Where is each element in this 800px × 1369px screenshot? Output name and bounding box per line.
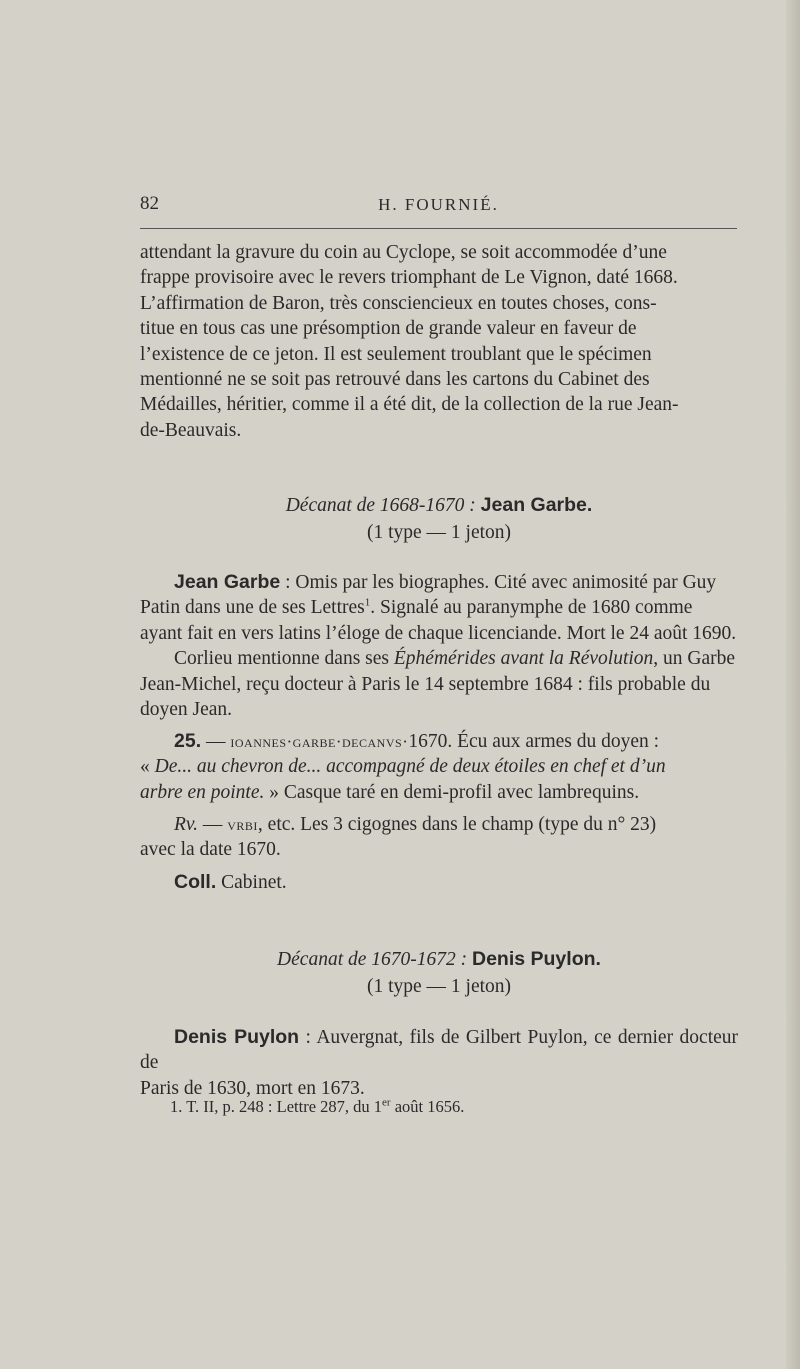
text-span: —: [198, 814, 228, 835]
running-head: [140, 193, 737, 223]
section-heading-1: [140, 494, 738, 517]
text-line: [140, 595, 738, 620]
paragraph-continuation: [140, 240, 738, 443]
bio-name: Denis Puylon: [174, 1026, 300, 1048]
text-line: frappe provisoire avec le revers triomphant de Le Vignon, daté 1668.: [140, 267, 678, 289]
dean-name: Jean Garbe.: [480, 494, 593, 516]
biography-garbe: [140, 570, 738, 722]
text-line: l’existence de ce jeton. Il est seulement troublant que le spécimen: [140, 343, 652, 365]
reverse-description: [140, 812, 738, 863]
footnote-sup: er: [382, 1096, 391, 1109]
collection-label: Coll.: [174, 871, 217, 893]
section-heading-2: [140, 948, 738, 971]
text-span: : Auvergnat, fils de Gilbert Puylon, ce dernier docteur de: [140, 1027, 739, 1074]
text-line: attendant la gravure du coin au Cyclope, se soit accommodée d’une: [140, 242, 667, 263]
biography-puylon: [140, 1025, 738, 1101]
book-title: Éphémérides avant la Révolution: [393, 648, 654, 670]
text-span: : Omis par les biographes. Cité avec animosité par Guy: [280, 572, 717, 593]
text-line: doyen Jean.: [140, 699, 233, 721]
text-span: Corlieu mentionne dans ses: [174, 648, 394, 670]
page-number: 82: [140, 193, 159, 214]
decanat-label: Décanat de 1668-1670 :: [285, 495, 481, 516]
decanat-label: Décanat de 1670-1672 :: [277, 949, 472, 970]
text-span: . Signalé au paranymphe de 1680 comme: [370, 597, 693, 619]
text-span: «: [140, 756, 155, 778]
text-line: [140, 812, 738, 837]
collection-value: Cabinet.: [216, 872, 287, 893]
text-line: Paris de 1630, mort en 1673.: [140, 1077, 365, 1099]
text-line: L’affirmation de Baron, très consciencieux en toutes choses, cons-: [140, 292, 657, 314]
text-span: —: [201, 731, 231, 752]
text-span: Patin dans une de ses Lettres: [140, 597, 365, 619]
text-line: Médailles, héritier, comme il a été dit, de la collection de la rue Jean-: [140, 394, 679, 416]
bio-name: Jean Garbe: [174, 571, 281, 593]
text-line: de-Beauvais.: [140, 419, 242, 441]
blazon-text: arbre en pointe.: [140, 781, 265, 803]
text-line: [140, 870, 738, 895]
text-line: [140, 646, 738, 671]
dean-name: Denis Puylon.: [472, 948, 601, 970]
footnote-ref: 1: [364, 596, 371, 609]
footnote: [170, 1097, 464, 1117]
text-line: [140, 570, 738, 595]
text-line: mentionné ne se soit pas retrouvé dans les cartons du Cabinet des: [140, 369, 650, 391]
text-span: » Casque taré en demi-profil avec lambrequins.: [264, 781, 640, 803]
text-line: [140, 729, 738, 754]
section-subheading-2: (1 type — 1 jeton): [366, 976, 512, 997]
header-rule: [140, 228, 737, 229]
text-line: ayant fait en vers latins l’éloge de chaque licenciande. Mort le 24 août 1690.: [140, 622, 737, 644]
reverse-legend: vrbi: [227, 815, 258, 834]
text-span: , etc. Les 3 cigognes dans le champ (type du n° 23): [257, 814, 657, 835]
footnote-text: août 1656.: [390, 1097, 465, 1116]
running-title: H. FOURNIÉ.: [378, 195, 499, 214]
blazon-text: De... au chevron de... accompagné de deux étoiles en chef et d’un: [154, 756, 666, 778]
text-line: [140, 754, 738, 779]
text-span: 1670. Écu aux armes du doyen :: [408, 731, 660, 752]
text-line: [140, 1025, 738, 1076]
entry-number: 25.: [174, 730, 202, 752]
obverse-legend: ioannes·garbe·decanvs·: [230, 732, 409, 751]
text-line: titue en tous cas une présomption de grande valeur en faveur de: [140, 318, 637, 340]
catalog-entry-25: [140, 729, 738, 805]
footnote-text: 1. T. II, p. 248 : Lettre 287, du 1: [170, 1097, 383, 1116]
section-subheading-1: (1 type — 1 jeton): [366, 522, 512, 543]
text-line: Jean-Michel, reçu docteur à Paris le 14 septembre 1684 : fils probable du: [140, 673, 711, 695]
text-line: [140, 780, 738, 805]
text-line: avec la date 1670.: [140, 839, 281, 861]
text-span: , un Garbe: [653, 648, 736, 670]
reverse-label: Rv.: [174, 814, 198, 835]
collection-note: [140, 870, 738, 895]
